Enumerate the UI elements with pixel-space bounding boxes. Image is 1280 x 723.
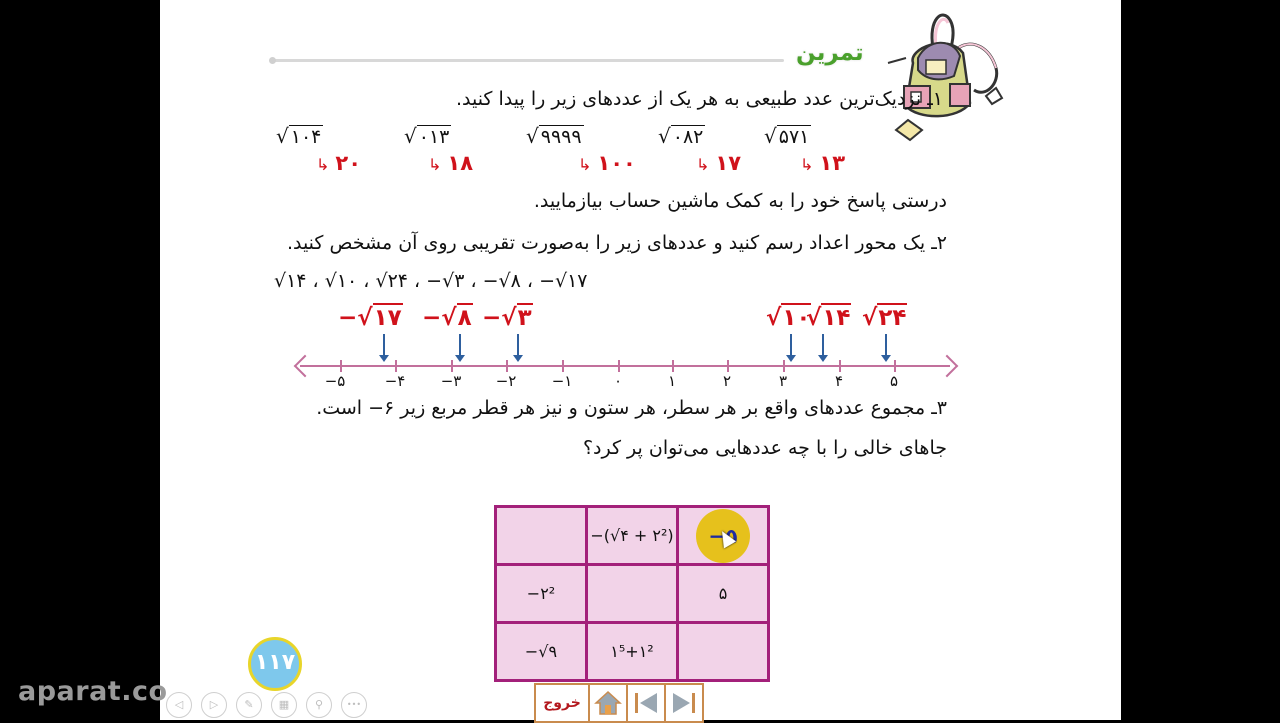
grid-cell[interactable]: −۲² [496, 565, 587, 623]
marker-label-neg-sqrt17: −√۱۷ [338, 305, 402, 331]
tick-label: −۵ [324, 372, 346, 390]
exit-button[interactable]: خروج [536, 685, 590, 721]
page-number-badge: ۱۱۷ [248, 637, 302, 691]
marker-arrow-icon [383, 334, 385, 356]
cursor-highlight: −۵ [696, 509, 750, 563]
tick [562, 360, 564, 372]
exercise1-answer-1: ↳ ۲۰ [316, 151, 362, 175]
tick-label: ۵ [889, 372, 899, 390]
tick [672, 360, 674, 372]
exercise1-answer-2: ↳ ۱۸ [428, 151, 474, 175]
marker-label-neg-sqrt3: −√۳ [482, 305, 532, 331]
tick [506, 360, 508, 372]
tick [395, 360, 397, 372]
number-line-right-arrow-icon [936, 355, 959, 378]
skip-back-icon [632, 690, 660, 716]
zoom-icon[interactable]: ⚲ [306, 692, 332, 718]
tick-label: −۴ [384, 372, 406, 390]
exercise1-answer-3: ↳ ۱۰۰ [578, 151, 636, 175]
exercise3-prompt-line2: جاهای خالی را با چه عددهایی می‌توان پر کرد؟ [582, 437, 947, 459]
exercise1-answer-4: ↳ ۱۷ [696, 151, 742, 175]
title-divider [272, 59, 784, 62]
tick [894, 360, 896, 372]
exercise1-check-note: درستی پاسخ خود را به کمک ماشین حساب بیازمایید. [533, 190, 947, 212]
grid-cell[interactable]: ۱⁵+۱² [587, 623, 678, 681]
marker-label-neg-sqrt8: −√۸ [422, 305, 472, 331]
marker-arrow-icon [790, 334, 792, 356]
tick-label: ۳ [778, 372, 788, 390]
tick [839, 360, 841, 372]
previous-page-button[interactable] [628, 685, 666, 721]
marker-arrow-icon [822, 334, 824, 356]
more-options-icon[interactable]: ••• [341, 692, 367, 718]
marker-arrow-icon [459, 334, 461, 356]
slide-navigation-bar [534, 683, 704, 723]
skip-forward-icon [670, 690, 698, 716]
number-line-left-arrow-icon [294, 355, 317, 378]
exercise1-answer-5: ↳ ۱۳ [800, 151, 846, 175]
next-slide-icon[interactable]: ▷ [201, 692, 227, 718]
tick-label: ۲ [722, 372, 732, 390]
tick-label: ۴ [834, 372, 844, 390]
exercise1-prompt: ۱ـ نزدیک‌ترین عدد طبیعی به هر یک از عددهای زیر را پیدا کنید. [455, 88, 943, 110]
slide-page [160, 0, 1121, 720]
exercise1-radical-4: √ ۲۸۰ [658, 124, 704, 148]
grid-cell[interactable]: −√۹ [496, 623, 587, 681]
tick [618, 360, 620, 372]
exercise1-radical-2: √ ۳۱۰ [404, 124, 450, 148]
slides-overview-icon[interactable]: ▦ [271, 692, 297, 718]
tick [451, 360, 453, 372]
grid-cell[interactable]: −(√۴ + ۲²) [587, 507, 678, 565]
tick [727, 360, 729, 372]
number-line-axis [300, 365, 950, 367]
pen-icon[interactable]: ✎ [236, 692, 262, 718]
tick-label: −۳ [440, 372, 462, 390]
grid-cell[interactable] [678, 623, 769, 681]
aparat-watermark: aparat.co [18, 676, 168, 707]
exercise2-numbers-list: √۱۴ ، √۱۰ ، √۲۴ ، −√۳ ، −√۸ ، −√۱۷ [274, 270, 588, 292]
grid-cell[interactable]: ۵ [678, 565, 769, 623]
marker-label-sqrt10: √۱۰ [766, 305, 811, 331]
tick-label: ۰ [613, 372, 623, 390]
marker-arrow-icon [517, 334, 519, 356]
grid-cell[interactable] [496, 507, 587, 565]
exercise2-prompt: ۲ـ یک محور اعداد رسم کنید و عددهای زیر را به‌صورت تقریبی روی آن مشخص کنید. [286, 232, 947, 254]
marker-label-sqrt14: √۱۴ [806, 305, 851, 331]
exercise1-radical-5: √ ۱۷۵ [764, 124, 810, 148]
section-title: تمرین [796, 40, 864, 66]
tick-label: ۱ [667, 372, 677, 390]
backpack-mascot-icon [878, 8, 1008, 143]
grid-cell[interactable] [587, 565, 678, 623]
marker-arrow-icon [885, 334, 887, 356]
tick-label: −۱ [551, 372, 573, 390]
home-icon [594, 690, 622, 716]
exercise1-radical-1: √ ۴۰۱ [276, 124, 322, 148]
previous-slide-icon[interactable]: ◁ [166, 692, 192, 718]
marker-label-sqrt24: √۲۴ [862, 305, 907, 331]
tick-label: −۲ [495, 372, 517, 390]
tick [340, 360, 342, 372]
home-button[interactable] [590, 685, 628, 721]
exercise3-prompt-line1: ۳ـ مجموع عددهای واقع بر هر سطر، هر ستون و نیز هر قطر مربع زیر ۶− است. [316, 397, 947, 419]
next-page-button[interactable] [666, 685, 702, 721]
exercise1-radical-3: √ ۹۹۹۹ [526, 124, 582, 148]
tick [783, 360, 785, 372]
